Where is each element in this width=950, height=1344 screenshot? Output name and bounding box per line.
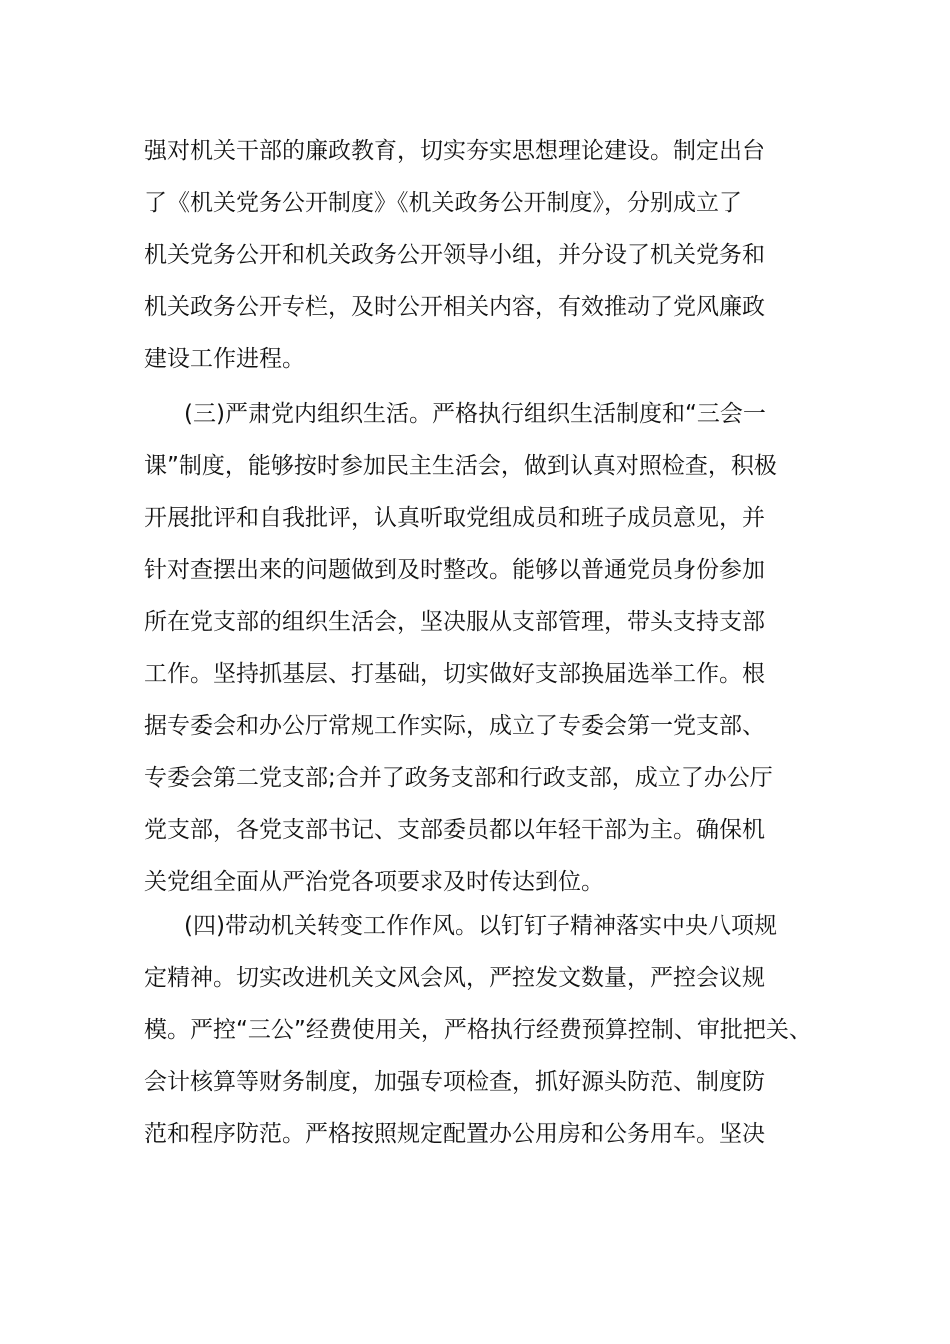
text-line: (四)带动机关转变工作作风。以钉钉子精神落实中央八项规 [184,913,777,939]
text-line: 了《机关党务公开制度》《机关政务公开制度》，分别成立了 [144,190,742,216]
text-line: 模。严控“三公”经费使用关，严格执行经费预算控制、审批把关、 [144,1017,812,1043]
paragraph-1 [144,125,824,385]
text-line: 强对机关干部的廉政教育，切实夯实思想理论建设。制定出台 [144,138,765,164]
text-line: 所在党支部的组织生活会，坚决服从支部管理，带头支持支部 [144,609,765,635]
text-line: 建设工作进程。 [144,346,305,372]
text-line: 课”制度，能够按时参加民主生活会，做到认真对照检查，积极 [144,453,777,479]
paragraph-2 [144,388,824,908]
text-line: 开展批评和自我批评，认真听取党组成员和班子成员意见，并 [144,505,765,531]
paragraph-3 [144,900,824,1160]
text-line: 机关党务公开和机关政务公开领导小组，并分设了机关党务和 [144,242,765,268]
text-line: 机关政务公开专栏，及时公开相关内容，有效推动了党风廉政 [144,294,765,320]
text-line: 定精神。切实改进机关文风会风，严控发文数量，严控会议规 [144,965,765,991]
text-line: 据专委会和办公厅常规工作实际，成立了专委会第一党支部、 [144,713,765,739]
text-line: 范和程序防范。严格按照规定配置办公用房和公务用车。坚决 [144,1121,765,1147]
text-line: 针对查摆出来的问题做到及时整改。能够以普通党员身份参加 [144,557,765,583]
text-line: 工作。坚持抓基层、打基础，切实做好支部换届选举工作。根 [144,661,765,687]
text-line: 党支部，各党支部书记、支部委员都以年轻干部为主。确保机 [144,817,765,843]
text-line: (三)严肃党内组织生活。严格执行组织生活制度和“三会一 [184,401,766,427]
text-line: 关党组全面从严治党各项要求及时传达到位。 [144,869,604,895]
text-line: 会计核算等财务制度，加强专项检查，抓好源头防范、制度防 [144,1069,765,1095]
text-line: 专委会第二党支部;合并了政务支部和行政支部，成立了办公厅 [144,765,773,791]
